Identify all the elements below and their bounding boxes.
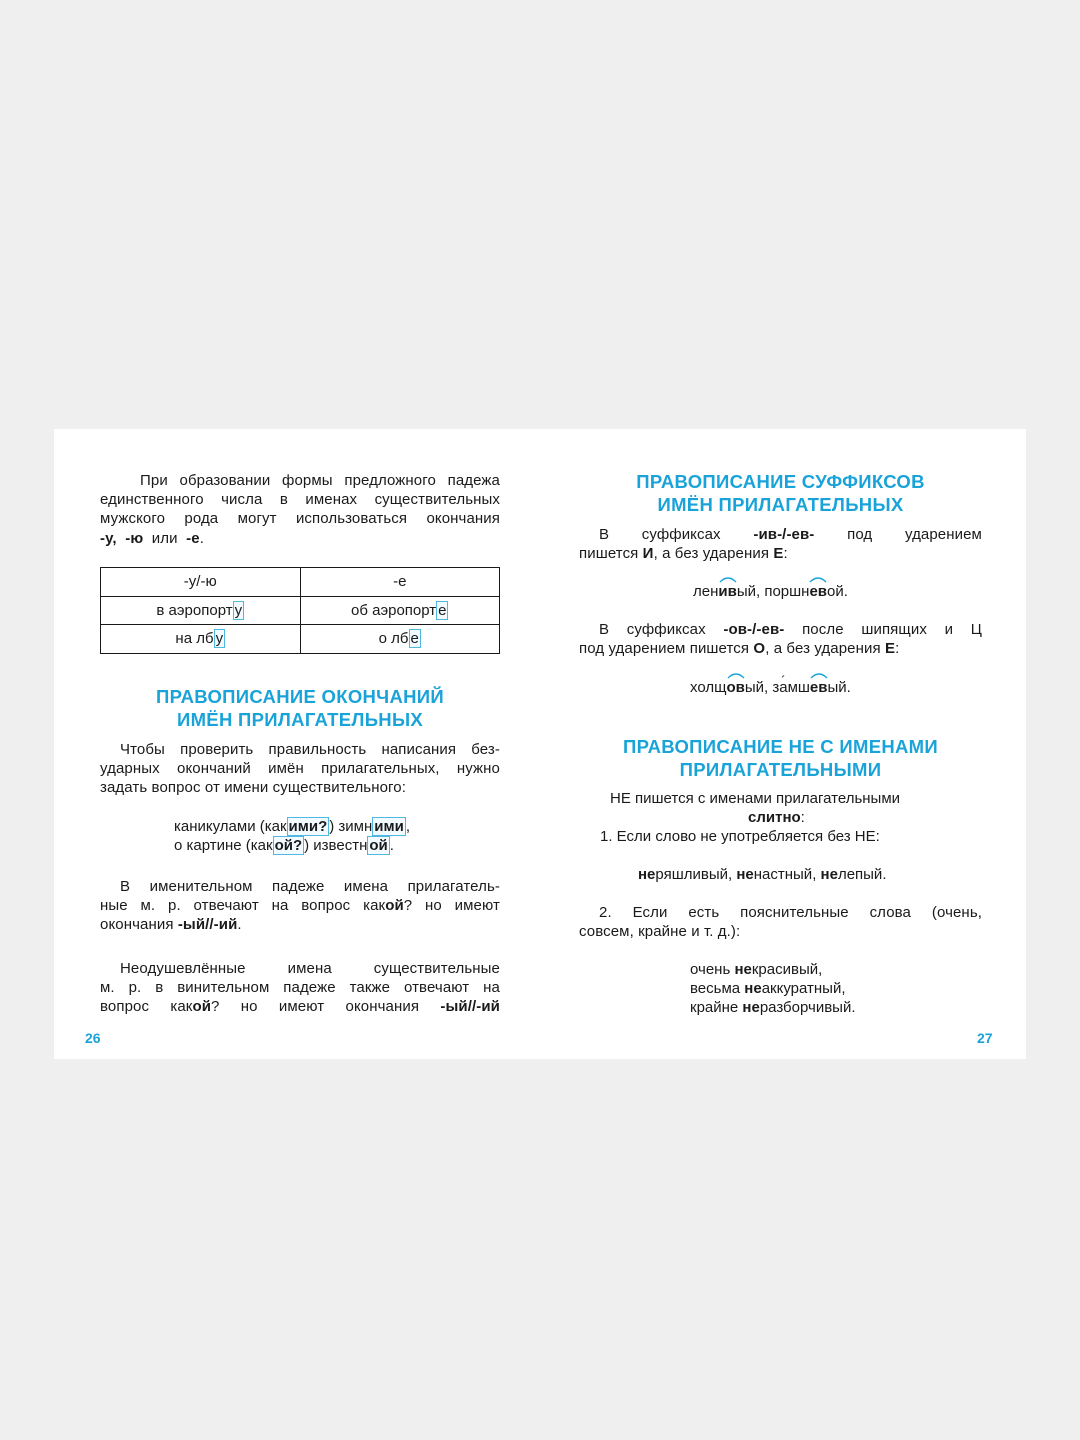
suffix-example-1	[693, 582, 848, 601]
stressed-suffix	[810, 679, 828, 696]
text-line	[100, 915, 500, 934]
list-item	[690, 979, 856, 998]
nominative-paragraph	[100, 877, 500, 935]
ending-box: ой	[369, 837, 388, 854]
text-line: задать вопрос от имени существительного:	[100, 779, 406, 797]
bold-suffix: -ов-/-ев-	[723, 621, 785, 638]
text-word: В суффиксах	[599, 526, 754, 543]
text-word: , а без ударения	[653, 545, 774, 563]
text-line	[100, 896, 500, 915]
accusative-paragraph	[100, 959, 500, 1017]
text-word: после шипящих и Ц	[802, 621, 982, 638]
page-number-right: 27	[977, 1030, 993, 1046]
suffix-text: ив	[718, 583, 737, 600]
bold-word: слитно	[748, 809, 801, 827]
example-line	[174, 836, 474, 855]
heading-line: ИМЁН ПРИЛАГАТЕЛЬНЫХ	[176, 709, 424, 730]
text-word: ные м. р. отвечают на вопрос как	[100, 897, 386, 915]
heading-line: ПРАВОПИСАНИЕ ОКОНЧАНИЙ	[156, 686, 444, 707]
page-number-left: 26	[85, 1030, 101, 1046]
text-word: лепый.	[837, 866, 887, 883]
stressed-suffix	[726, 679, 744, 696]
book-spread	[54, 429, 1026, 1059]
ending-box: ими?	[288, 818, 328, 835]
text-line	[579, 525, 982, 544]
text-word: разборчивый.	[759, 999, 856, 1016]
list-item	[690, 960, 856, 979]
text-line: единственного числа в именах существительных	[100, 491, 500, 509]
word-stem: об аэропорт	[351, 601, 437, 619]
ne-example-1	[638, 865, 886, 884]
ending-box: ой?	[274, 837, 303, 854]
table-row	[101, 625, 500, 654]
bold-prefix: не	[734, 961, 752, 978]
bold-letter: О	[753, 640, 766, 658]
text-line	[579, 808, 982, 827]
text-line	[100, 997, 500, 1016]
text-word: :	[895, 640, 900, 658]
text-word: о картине (как	[174, 837, 273, 854]
heading-line: ПРАВОПИСАНИЕ НЕ С ИМЕНАМИ	[623, 736, 938, 757]
heading-line: ПРИЛАГАТЕЛЬНЫМИ	[679, 759, 882, 780]
bold-ending: -ый//-ий	[440, 998, 500, 1016]
text-word: очень	[690, 961, 735, 978]
ne-paragraph	[579, 789, 982, 847]
text-line: совсем, крайне и т. д.):	[579, 923, 741, 941]
bold-letter: И	[642, 545, 654, 563]
bold-prefix: не	[638, 866, 656, 883]
text-word: мш	[787, 679, 810, 696]
text-word: .	[199, 529, 204, 547]
example-line	[174, 817, 474, 836]
word-stem: в аэропорт	[156, 601, 233, 619]
table-row	[101, 568, 500, 597]
word-stem: о лб	[378, 630, 409, 648]
section-heading-suffixes	[579, 470, 982, 516]
text-word: весьма	[690, 980, 745, 997]
accented-letter: ´ а	[779, 679, 787, 696]
text-line: В именительном падеже имена прилагатель-	[120, 878, 500, 895]
bold-prefix: не	[742, 999, 760, 1016]
table-cell	[300, 625, 500, 654]
heading-line: ИМЁН ПРИЛАГАТЕЛЬНЫХ	[657, 494, 904, 515]
text-word: .	[389, 837, 394, 854]
suffix-arc-icon	[719, 575, 737, 583]
section-heading-ne	[579, 735, 982, 781]
ending-box: у	[215, 630, 224, 648]
suffix-paragraph-1	[579, 525, 982, 563]
text-word: лен	[693, 583, 719, 600]
text-word: пишется	[579, 545, 643, 563]
bold-ending: ой	[385, 897, 404, 915]
text-word: ой.	[827, 583, 848, 600]
intro-paragraph	[100, 471, 500, 548]
suffix-example-2	[690, 678, 851, 697]
suffix-arc-icon	[810, 671, 828, 679]
text-line: Неодушевлённые имена существительные	[120, 960, 500, 977]
suffix-arc-icon	[727, 671, 745, 679]
suffix-text: ов	[726, 679, 745, 696]
endings-paragraph	[100, 740, 500, 798]
text-word: ? но имеют	[403, 897, 500, 915]
text-word: ,	[405, 818, 410, 835]
stressed-suffix	[718, 583, 736, 600]
text-line: При образовании формы предложного падежа	[140, 472, 500, 489]
section-heading-endings	[100, 685, 500, 731]
bold-ending: ой	[192, 998, 212, 1016]
suffix-text: ев	[809, 583, 828, 600]
table-cell	[300, 596, 500, 625]
text-word: крайне	[690, 999, 743, 1016]
ne-paragraph-2	[579, 903, 982, 941]
text-word: холщ	[690, 679, 727, 696]
text-word: окончания	[100, 916, 178, 934]
ending-box: у	[234, 601, 243, 619]
text-line: НЕ пишется с именами прилагательными	[610, 790, 901, 807]
suffix-arc-icon	[809, 575, 827, 583]
text-word: ый.	[827, 679, 851, 696]
text-word: ? но имеют окончания	[211, 998, 441, 1016]
word-stem: на лб	[175, 630, 214, 648]
bold-prefix: не	[744, 980, 762, 997]
text-word: каникулами (как	[174, 818, 287, 835]
text-word: под ударением	[847, 526, 982, 543]
text-word: В суффиксах	[599, 621, 724, 638]
ending-box: е	[438, 601, 447, 619]
text-word: :	[783, 545, 788, 563]
list-item	[690, 998, 856, 1017]
text-line	[579, 544, 982, 563]
text-line: 1. Если слово не употребляется без НЕ:	[600, 828, 880, 846]
left-page	[85, 429, 500, 1059]
bold-suffix: -ив-/-ев-	[753, 526, 815, 543]
text-word: :	[800, 809, 805, 827]
ending-label: -ю	[125, 529, 144, 547]
suffix-paragraph-2	[579, 620, 982, 658]
suffix-text: ев	[809, 679, 828, 696]
bold-prefix: не	[820, 866, 838, 883]
heading-line: ПРАВОПИСАНИЕ СУФФИКСОВ	[636, 471, 925, 492]
table-cell: -у/-ю	[101, 568, 301, 597]
text-line	[100, 529, 500, 548]
bold-prefix: не	[736, 866, 754, 883]
text-line: 2. Если есть пояснительные слова (очень,	[599, 904, 982, 921]
endings-example	[174, 817, 474, 855]
ending-label: -е	[186, 529, 200, 547]
text-word: под ударением пишется	[579, 640, 754, 658]
text-word: , а без ударения	[765, 640, 885, 658]
text-line: мужского рода могут использоваться окончания	[100, 510, 500, 528]
bold-letter: Е	[773, 545, 784, 563]
ne-example-list	[690, 960, 856, 1017]
bold-ending: -ый//-ий	[177, 916, 238, 934]
text-line	[579, 639, 982, 658]
text-line: ударных окончаний имён прилагательных, нужно	[100, 760, 500, 778]
text-word: ) известн	[304, 837, 368, 854]
table-cell: -е	[300, 568, 500, 597]
table-row	[101, 596, 500, 625]
text-line: Чтобы проверить правильность написания без-	[120, 741, 500, 758]
text-word: или	[151, 529, 178, 547]
bold-letter: Е	[884, 640, 896, 658]
right-page	[579, 429, 993, 1059]
table-cell	[101, 596, 301, 625]
text-line	[579, 620, 982, 639]
text-word: красивый,	[751, 961, 823, 978]
text-word: ряшливый,	[655, 866, 737, 883]
text-word: ) зимн	[329, 818, 373, 835]
table-cell	[101, 625, 301, 654]
text-word: вопрос как	[100, 998, 193, 1016]
stressed-suffix	[809, 583, 827, 600]
endings-table	[100, 567, 500, 654]
text-word: ый, поршн	[736, 583, 810, 600]
text-word: аккуратный,	[761, 980, 846, 997]
ending-box: е	[410, 630, 419, 648]
ending-box: ими	[374, 818, 404, 835]
text-word: .	[237, 916, 242, 934]
text-word: настный,	[753, 866, 821, 883]
text-word: ый, з	[744, 679, 780, 696]
ending-label: -у,	[100, 529, 117, 547]
text-line: м. р. в винительном падеже также отвечают на	[100, 979, 500, 997]
